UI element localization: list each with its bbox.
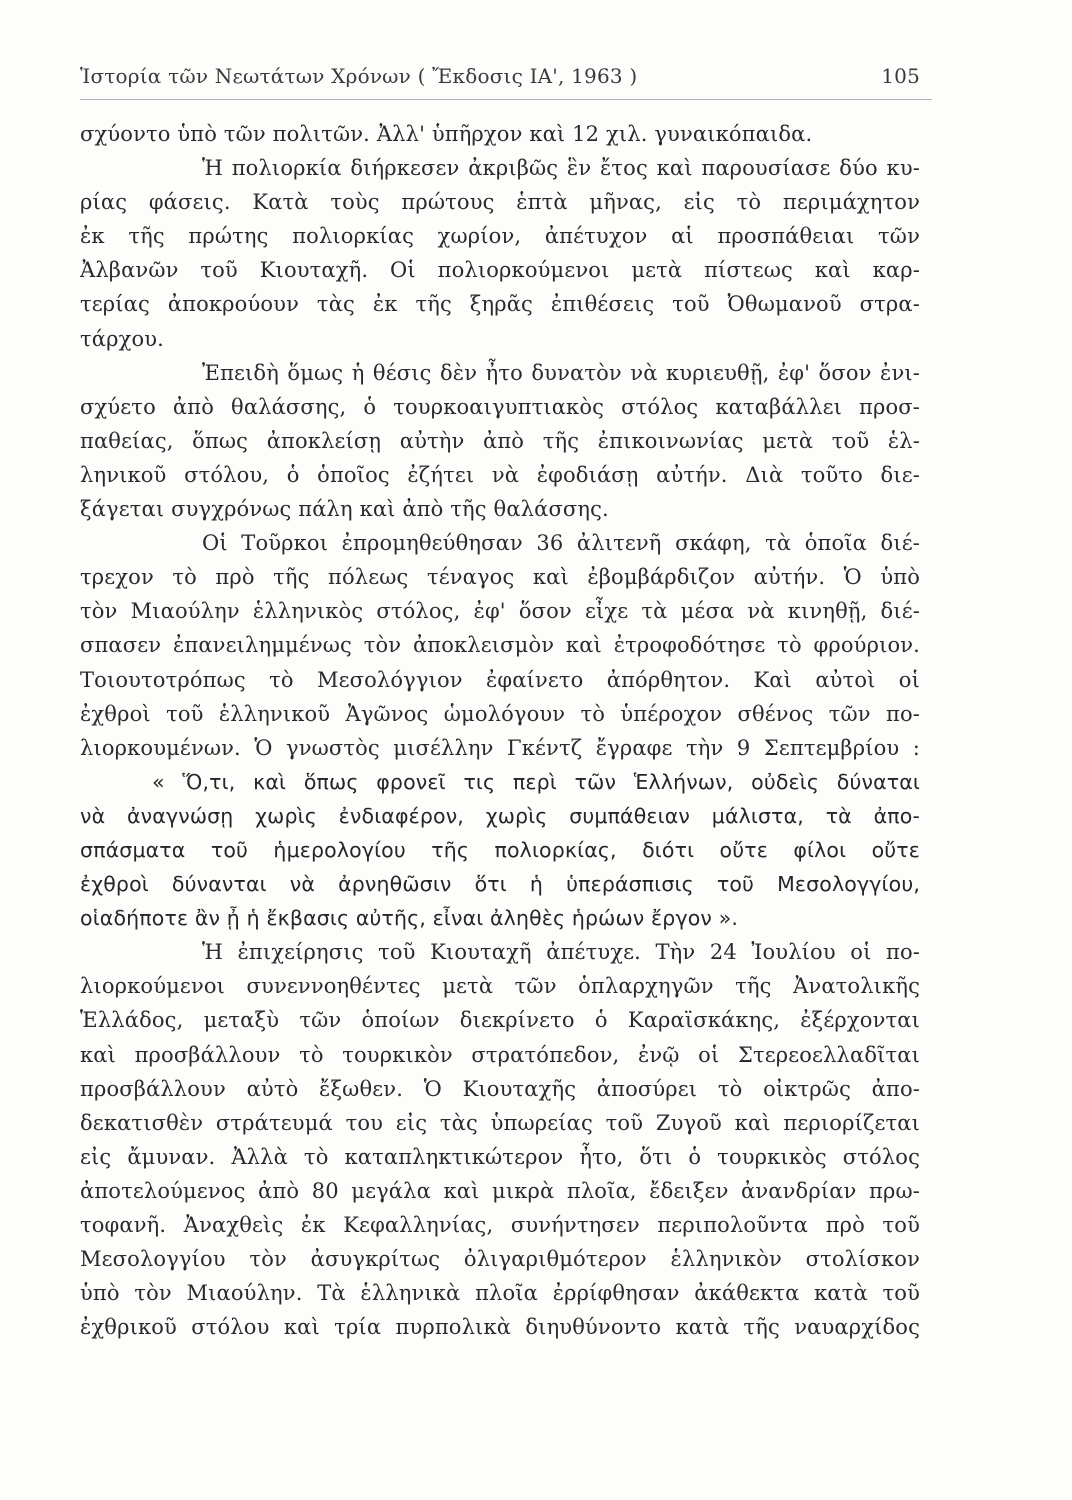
text-line: ἐχθροὶ δύνανται νὰ ἀρνηθῶσιν ὅτι ἡ ὑπεράσπισις τοῦ Μεσολογγίου, bbox=[80, 872, 920, 897]
text-line: ὑπὸ τὸν Μιαούλην. Τὰ ἑλληνικὰ πλοῖα ἐρρίφθησαν ἀκάθεκτα κατὰ τοῦ bbox=[80, 1281, 920, 1306]
text-line: ληνικοῦ στόλου, ὁ ὁποῖος ἐζήτει νὰ ἐφοδιάσῃ αὐτήν. Διὰ τοῦτο διε- bbox=[80, 462, 920, 487]
text-line: λιορκούμενοι συνεννοηθέντες μετὰ τῶν ὁπλαρχηγῶν τῆς Ἀνατολικῆς bbox=[80, 974, 920, 999]
running-head-title: Ἱστορία τῶν Νεωτάτων Χρόνων ( Ἔκδοσις ΙΑ', 1963 ) bbox=[80, 64, 638, 88]
text-line: ρίας φάσεις. Κατὰ τοὺς πρώτους ἑπτὰ μῆνας, εἰς τὸ περιμάχητον bbox=[80, 190, 920, 215]
text-line: ἀποτελούμενος ἀπὸ 80 μεγάλα καὶ μικρὰ πλοῖα, ἔδειξεν ἀνανδρίαν πρω- bbox=[80, 1178, 920, 1203]
text-line: προσβάλλουν αὐτὸ ἔξωθεν. Ὁ Κιουταχῆς ἀποσύρει τὸ οἰκτρῶς ἀπο- bbox=[80, 1076, 920, 1101]
text-line: Ἡ πολιορκία διήρκεσεν ἀκριβῶς ἓν ἔτος καὶ παρουσίασε δύο κυ- bbox=[202, 156, 920, 181]
text-line: Ἡ ἐπιχείρησις τοῦ Κιουταχῆ ἀπέτυχε. Τὴν 24 Ἰουλίου οἱ πο- bbox=[202, 940, 920, 965]
text-line: Ἀλβανῶν τοῦ Κιουταχῆ. Οἱ πολιορκούμενοι μετὰ πίστεως καὶ καρ- bbox=[80, 258, 920, 283]
text-line: παθείας, ὅπως ἀποκλείσῃ αὐτὴν ἀπὸ τῆς ἐπικοινωνίας μετὰ τοῦ ἑλ- bbox=[80, 428, 920, 453]
text-line: τρεχον τὸ πρὸ τῆς πόλεως τέναγος καὶ ἐβομβάρδιζον αὐτήν. Ὁ ὑπὸ bbox=[80, 565, 920, 590]
header-rule bbox=[80, 99, 932, 100]
running-head bbox=[80, 64, 920, 94]
text-line: σπασεν ἐπανειλημμένως τὸν ἀποκλεισμὸν καὶ ἐτροφοδότησε τὸ φρούριον. bbox=[80, 633, 920, 658]
text-line: Ἑλλάδος, μεταξὺ τῶν ὁποίων διεκρίνετο ὁ Καραϊσκάκης, ἐξέρχονται bbox=[80, 1008, 920, 1033]
text-line: σπάσματα τοῦ ἡμερολογίου τῆς πολιορκίας, διότι οὔτε φίλοι οὔτε bbox=[80, 837, 920, 862]
text-line: ἐχθροὶ τοῦ ἑλληνικοῦ Ἀγῶνος ὡμολόγουν τὸ ὑπέροχον σθένος τῶν πο- bbox=[80, 701, 920, 726]
text-line: Μεσολογγίου τὸν ἀσυγκρίτως ὀλιγαριθμότερον ἑλληνικὸν στολίσκον bbox=[80, 1247, 920, 1272]
body-text bbox=[80, 117, 920, 1344]
text-line: καὶ προσβάλλουν τὸ τουρκικὸν στρατόπεδον, ἐνῷ οἱ Στερεοελλαδῖται bbox=[80, 1042, 920, 1067]
text-line: Ἐπειδὴ ὅμως ἡ θέσις δὲν ἦτο δυνατὸν νὰ κυριευθῇ, ἐφ' ὅσον ἐνι- bbox=[202, 360, 920, 385]
text-line: « Ὅ,τι, καὶ ὅπως φρονεῖ τις περὶ τῶν Ἑλλήνων, οὐδεὶς δύναται bbox=[152, 769, 920, 794]
text-line: Τοιουτοτρόπως τὸ Μεσολόγγιον ἐφαίνετο ἀπόρθητον. Καὶ αὐτοὶ οἱ bbox=[80, 667, 920, 692]
text-line: νὰ ἀναγνώσῃ χωρὶς ἐνδιαφέρον, χωρὶς συμπάθειαν μάλιστα, τὰ ἀπο- bbox=[80, 803, 920, 828]
text-line: δεκατισθὲν στράτευμά του εἰς τὰς ὑπωρείας τοῦ Ζυγοῦ καὶ περιορίζεται bbox=[80, 1110, 920, 1135]
text-line: τάρχου. bbox=[80, 326, 165, 351]
text-line: σχύοντο ὑπὸ τῶν πολιτῶν. Ἀλλ' ὑπῆρχον καὶ 12 χιλ. γυναικόπαιδα. bbox=[80, 122, 813, 146]
text-line: σχύετο ἀπὸ θαλάσσης, ὁ τουρκοαιγυπτιακὸς στόλος καταβάλλει προσ- bbox=[80, 394, 920, 419]
text-line: οἱαδήποτε ἂν ᾖ ἡ ἔκβασις αὐτῆς, εἶναι ἀληθὲς ἡρώων ἔργον ». bbox=[80, 906, 739, 931]
text-line: ἐχθρικοῦ στόλου καὶ τρία πυρπολικὰ διηυθύνοντο κατὰ τῆς ναυαρχίδος bbox=[80, 1315, 920, 1340]
text-line: εἰς ἄμυναν. Ἀλλὰ τὸ καταπληκτικώτερον ἦτο, ὅτι ὁ τουρκικὸς στόλος bbox=[80, 1144, 920, 1169]
text-line: ἐκ τῆς πρώτης πολιορκίας χωρίον, ἀπέτυχον αἱ προσπάθειαι τῶν bbox=[80, 224, 920, 249]
text-line: λιορκουμένων. Ὁ γνωστὸς μισέλλην Γκέντζ ἔγραφε τὴν 9 Σεπτεμβρίου : bbox=[80, 735, 920, 760]
text-line: τοφανῆ. Ἀναχθεὶς ἐκ Κεφαλληνίας, συνήντησεν περιπολοῦντα πρὸ τοῦ bbox=[80, 1213, 920, 1237]
text-line: Οἱ Τοῦρκοι ἐπρομηθεύθησαν 36 ἀλιτενῆ σκάφη, τὰ ὁποῖα διέ- bbox=[202, 531, 920, 556]
text-line: τὸν Μιαούλην ἑλληνικὸς στόλος, ἐφ' ὅσον εἶχε τὰ μέσα νὰ κινηθῇ, διέ- bbox=[80, 599, 920, 624]
page-number: 105 bbox=[881, 64, 920, 88]
text-line: ξάγεται συγχρόνως πάλη καὶ ἀπὸ τῆς θαλάσσης. bbox=[80, 497, 609, 522]
text-line: τερίας ἀποκρούουν τὰς ἐκ τῆς ξηρᾶς ἐπιθέσεις τοῦ Ὀθωμανοῦ στρα- bbox=[80, 292, 920, 317]
